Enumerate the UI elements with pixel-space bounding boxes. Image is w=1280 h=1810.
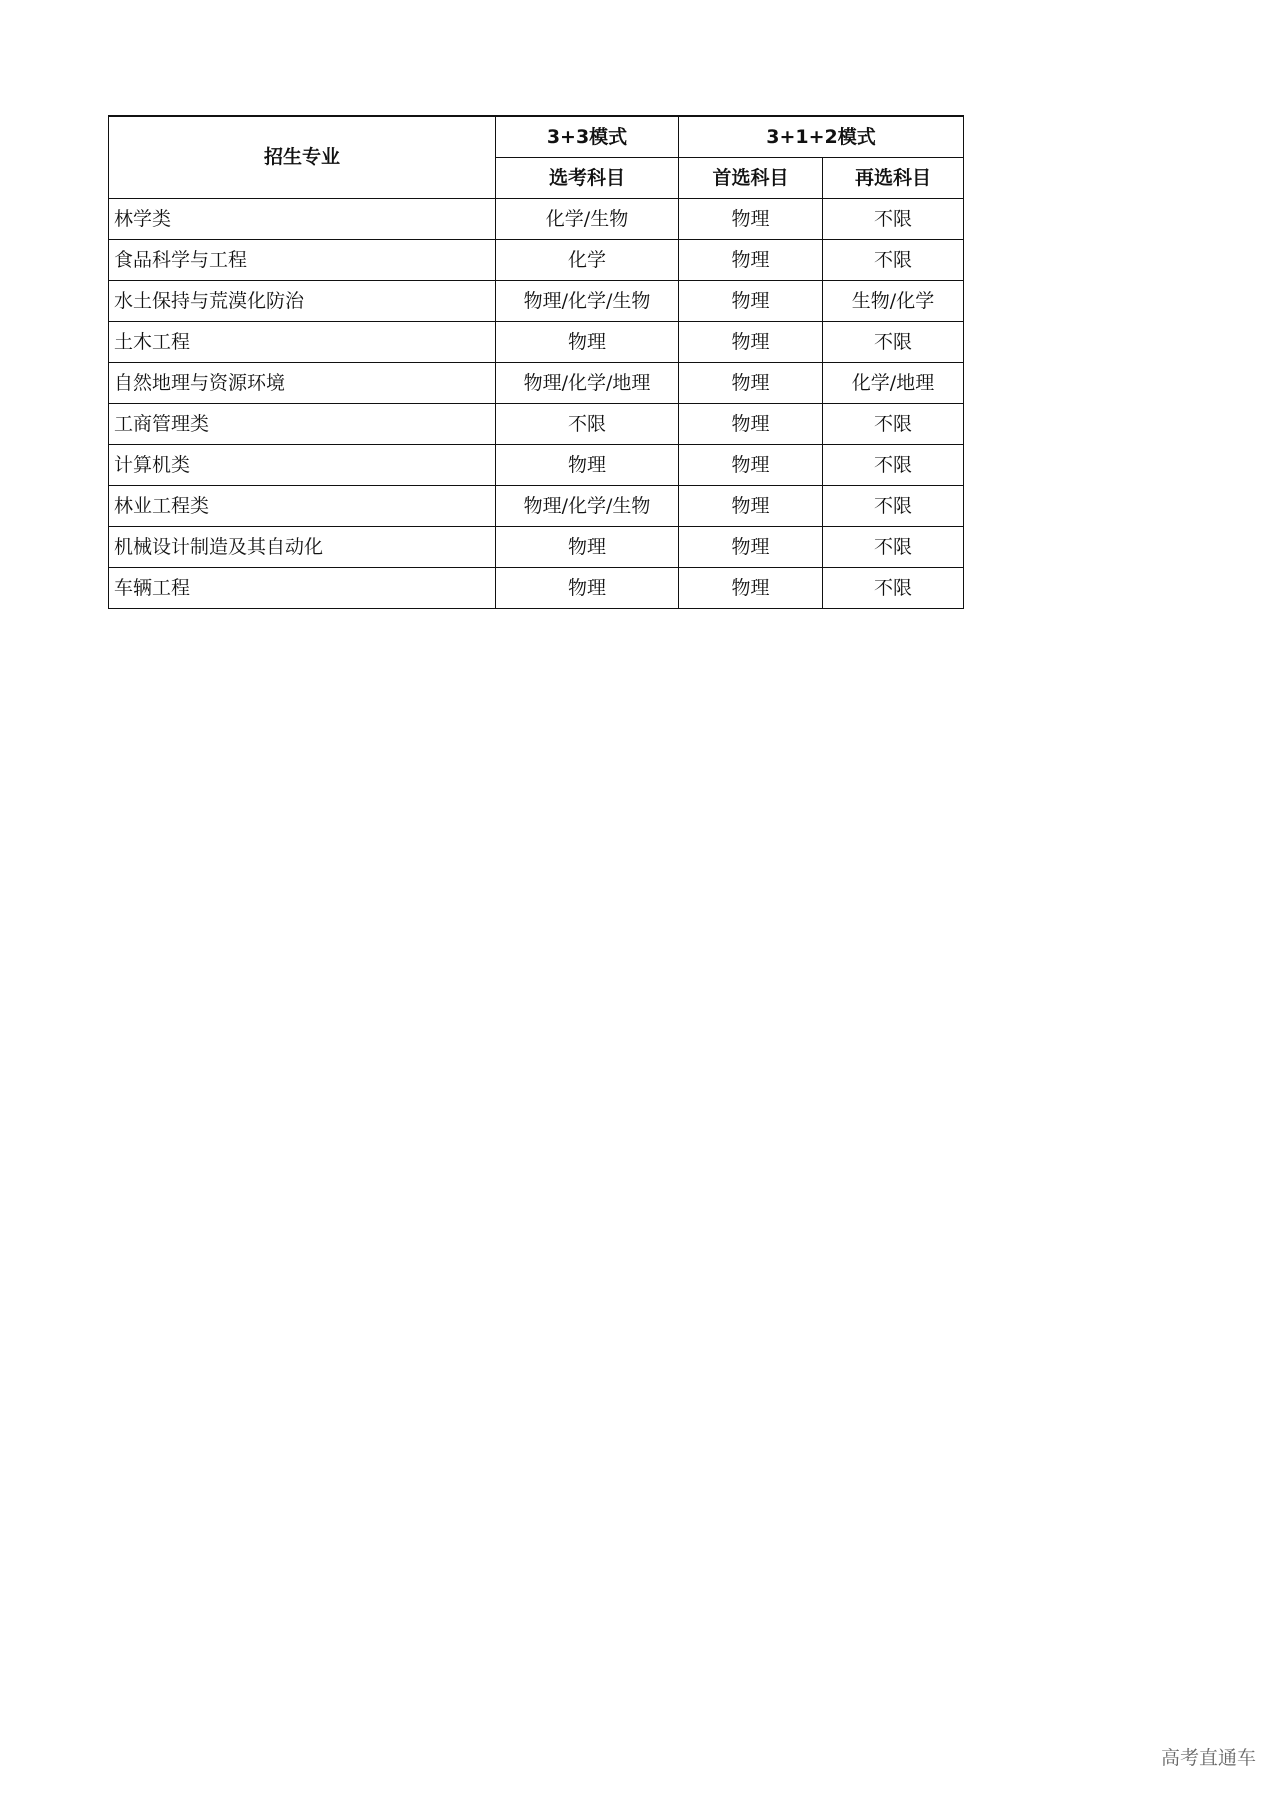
cell-elective: 物理 [496,527,679,568]
subject-requirements-table [108,115,964,609]
cell-first-choice: 物理 [679,527,823,568]
cell-major: 车辆工程 [109,568,496,609]
cell-reselect: 不限 [823,445,964,486]
cell-major: 机械设计制造及其自动化 [109,527,496,568]
table-header [109,116,964,199]
cell-major: 林学类 [109,199,496,240]
cell-major: 食品科学与工程 [109,240,496,281]
header-mode-3-1-2: 3+1+2模式 [679,116,964,158]
cell-elective: 物理 [496,445,679,486]
cell-major: 计算机类 [109,445,496,486]
cell-major: 林业工程类 [109,486,496,527]
cell-reselect: 不限 [823,240,964,281]
cell-first-choice: 物理 [679,281,823,322]
cell-first-choice: 物理 [679,363,823,404]
table-row [109,445,964,486]
cell-first-choice: 物理 [679,486,823,527]
cell-major: 水土保持与荒漠化防治 [109,281,496,322]
cell-first-choice: 物理 [679,445,823,486]
cell-elective: 化学/生物 [496,199,679,240]
cell-elective: 物理 [496,322,679,363]
table-row [109,527,964,568]
table-row [109,199,964,240]
cell-elective: 物理/化学/地理 [496,363,679,404]
table-row [109,240,964,281]
cell-first-choice: 物理 [679,322,823,363]
cell-first-choice: 物理 [679,568,823,609]
cell-reselect: 不限 [823,404,964,445]
table-row [109,363,964,404]
cell-first-choice: 物理 [679,404,823,445]
cell-elective: 物理/化学/生物 [496,486,679,527]
header-reselect: 再选科目 [823,158,964,199]
table-row [109,281,964,322]
cell-elective: 不限 [496,404,679,445]
cell-major: 工商管理类 [109,404,496,445]
cell-reselect: 不限 [823,568,964,609]
header-first-choice: 首选科目 [679,158,823,199]
cell-reselect: 化学/地理 [823,363,964,404]
cell-reselect: 不限 [823,486,964,527]
header-major: 招生专业 [109,116,496,199]
cell-reselect: 不限 [823,527,964,568]
table-row [109,404,964,445]
cell-elective: 化学 [496,240,679,281]
table-body [109,199,964,609]
cell-first-choice: 物理 [679,199,823,240]
table-row [109,568,964,609]
header-row-1 [109,116,964,158]
header-elective: 选考科目 [496,158,679,199]
table-row [109,322,964,363]
cell-major: 自然地理与资源环境 [109,363,496,404]
cell-elective: 物理/化学/生物 [496,281,679,322]
cell-reselect: 生物/化学 [823,281,964,322]
cell-elective: 物理 [496,568,679,609]
cell-major: 土木工程 [109,322,496,363]
cell-first-choice: 物理 [679,240,823,281]
table-row [109,486,964,527]
header-mode-3-3: 3+3模式 [496,116,679,158]
cell-reselect: 不限 [823,199,964,240]
cell-reselect: 不限 [823,322,964,363]
watermark-text: 高考直通车 [1160,1747,1256,1769]
